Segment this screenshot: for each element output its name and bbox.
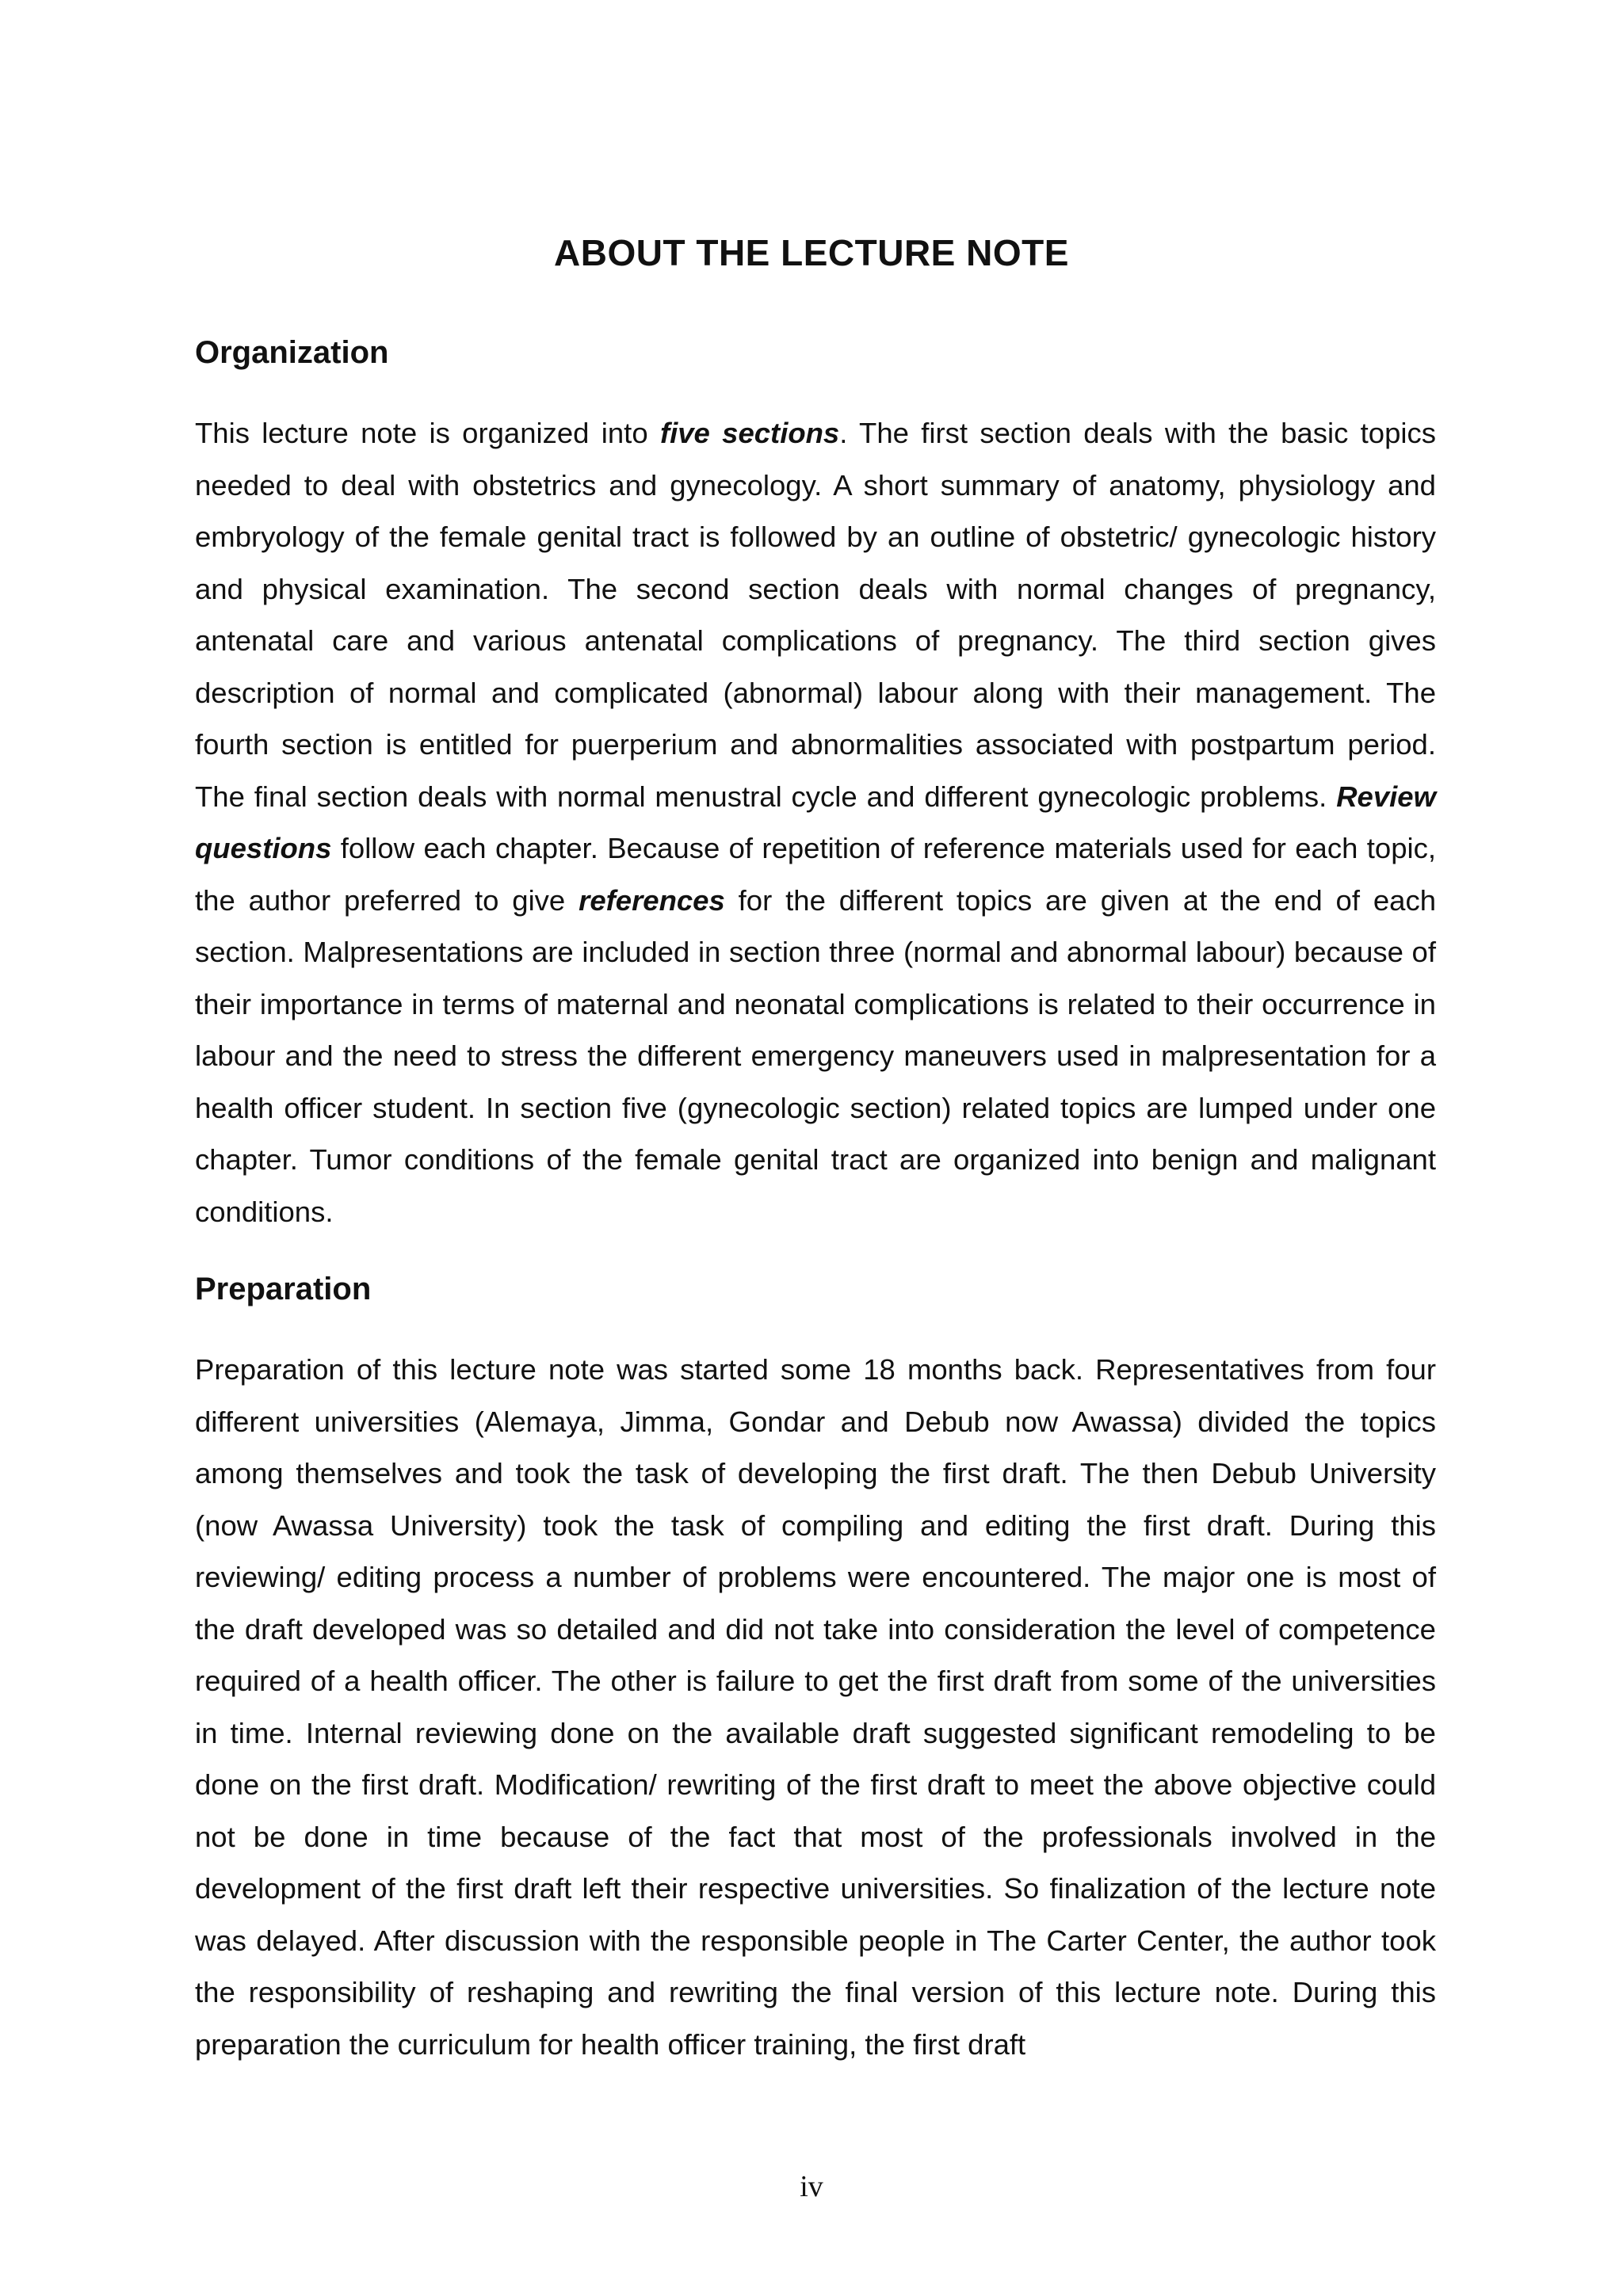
organization-paragraph — [195, 407, 1436, 1238]
page-title: ABOUT THE LECTURE NOTE — [554, 232, 1069, 273]
emphasis-five-sections: five sections — [659, 417, 840, 449]
section-heading-preparation: Preparation — [195, 1272, 372, 1306]
page-content — [195, 331, 1436, 2070]
emphasis-review-questions: Review questions — [195, 780, 1436, 864]
preparation-paragraph: Preparation of this lecture note was started some 18 months back. Representatives from four different universities (Alemaya, Jimma, Gondar and Debub now Awassa) divided the topics among themselves and took the task of developing the first draft. The then Debub University (now Awassa University) took the task of compiling and editing the first draft. During this reviewing/ editing process a number of problems were encountered. The major one is most of the draft developed was so detailed and did not take into consideration the level of competence required of a health officer. The other is failure to get the first draft from some of the universities in time. Internal reviewing done on the available draft suggested significant remodeling to be done on the first draft. Modification/ rewriting of the first draft to meet the above objective could not be done in time because of the fact that most of the professionals involved in the development of the first draft left their respective universities. So finalization of the lecture note was delayed. After discussion with the responsible people in The Carter Center, the author took the responsibility of reshaping and rewriting the final version of this lecture note. During this preparation the curriculum for health officer training, the first draft — [195, 1353, 1436, 2061]
page-number: iv — [800, 2170, 823, 2203]
organization-text-3: follow each chapter. Because of repetition of reference materials used for each topic, the author preferred to give — [195, 832, 1436, 917]
section-heading-organization: Organization — [195, 335, 389, 370]
organization-text-1: This lecture note is organized into — [195, 417, 660, 449]
organization-text-2: . The first section deals with the basic topics needed to deal with obstetrics and gynecology. A short summary of anatomy, physiology and embryology of the female genital tract is followed by an outline of obstetric/ gynecologic history and physical examination. The second section deals with normal changes of pregnancy, antenatal care and various antenatal complications of pregnancy. The third section gives description of normal and complicated (abnormal) labour along with their management. The fourth section is entitled for puerperium and abnormalities associated with postpartum period. The final section deals with normal menustral cycle and different gynecologic problems. — [195, 417, 1436, 813]
emphasis-references: references — [579, 883, 725, 917]
organization-text-4: for the different topics are given at the end of each section. Malpresentations are included in section three (normal and abnormal labour) because of their importance in terms of maternal and neonatal complications is related to their occurrence in labour and the need to stress the different emergency maneuvers used in malpresentation for a health officer student. In section five (gynecologic section) related topics are lumped under one chapter. Tumor conditions of the female genital tract are organized into benign and malignant conditions. — [195, 883, 1436, 1228]
